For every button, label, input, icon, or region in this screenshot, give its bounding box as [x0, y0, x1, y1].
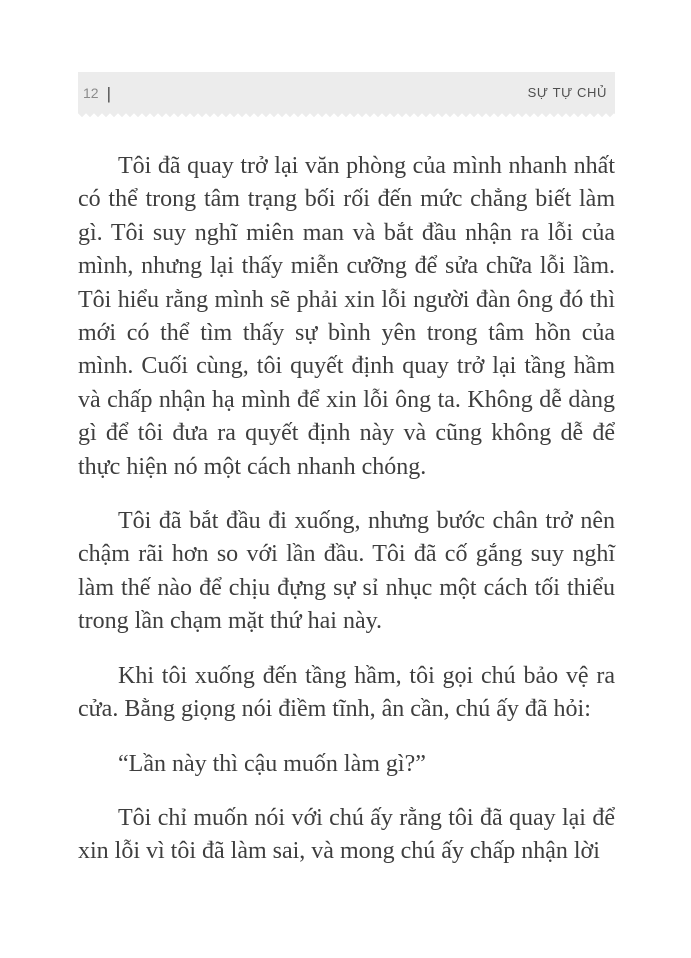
page-number: 12 [83, 84, 99, 101]
page-body [78, 150, 615, 869]
paragraph: Tôi đã quay trở lại văn phòng của mình nhanh nhất có thể trong tâm trạng bối rối đến mức chẳng biết làm gì. Tôi suy nghĩ miên man và bắt đầu nhận ra lỗi của mình, nhưng lại thấy miễn cưỡng để sửa chữa lỗi lầm. Tôi hiểu rằng mình sẽ phải xin lỗi người đàn ông đó thì mới có thể tìm thấy sự bình yên trong tâm hồn của mình. Cuối cùng, tôi quyết định quay trở lại tầng hầm và chấp nhận hạ mình để xin lỗi ông ta. Không dễ dàng gì để tôi đưa ra quyết định này và cũng không dễ để thực hiện nó một cách nhanh chóng. [78, 153, 615, 480]
paragraph: Khi tôi xuống đến tầng hầm, tôi gọi chú bảo vệ ra cửa. Bằng giọng nói điềm tĩnh, ân cần, chú ấy đã hỏi: [78, 662, 615, 723]
header-band [78, 72, 615, 113]
running-title: SỰ TỰ CHỦ [527, 85, 607, 100]
page-content-column [78, 72, 615, 869]
page-header [78, 72, 615, 117]
torn-edge [78, 113, 615, 117]
paragraph: Tôi đã bắt đầu đi xuống, nhưng bước chân trở nên chậm rãi hơn so với lần đầu. Tôi đã cố gắng suy nghĩ làm thế nào để chịu đựng sự sỉ nhục một cách tối thiểu trong lần chạm mặt thứ hai này. [78, 508, 615, 635]
header-separator: | [106, 83, 111, 103]
page-number-group [83, 83, 111, 103]
dialogue-line: “Lần này thì cậu muốn làm gì?” [118, 750, 426, 777]
paragraph: Tôi chỉ muốn nói với chú ấy rằng tôi đã quay lại để xin lỗi vì tôi đã làm sai, và mong chú ấy chấp nhận lời [78, 804, 615, 865]
